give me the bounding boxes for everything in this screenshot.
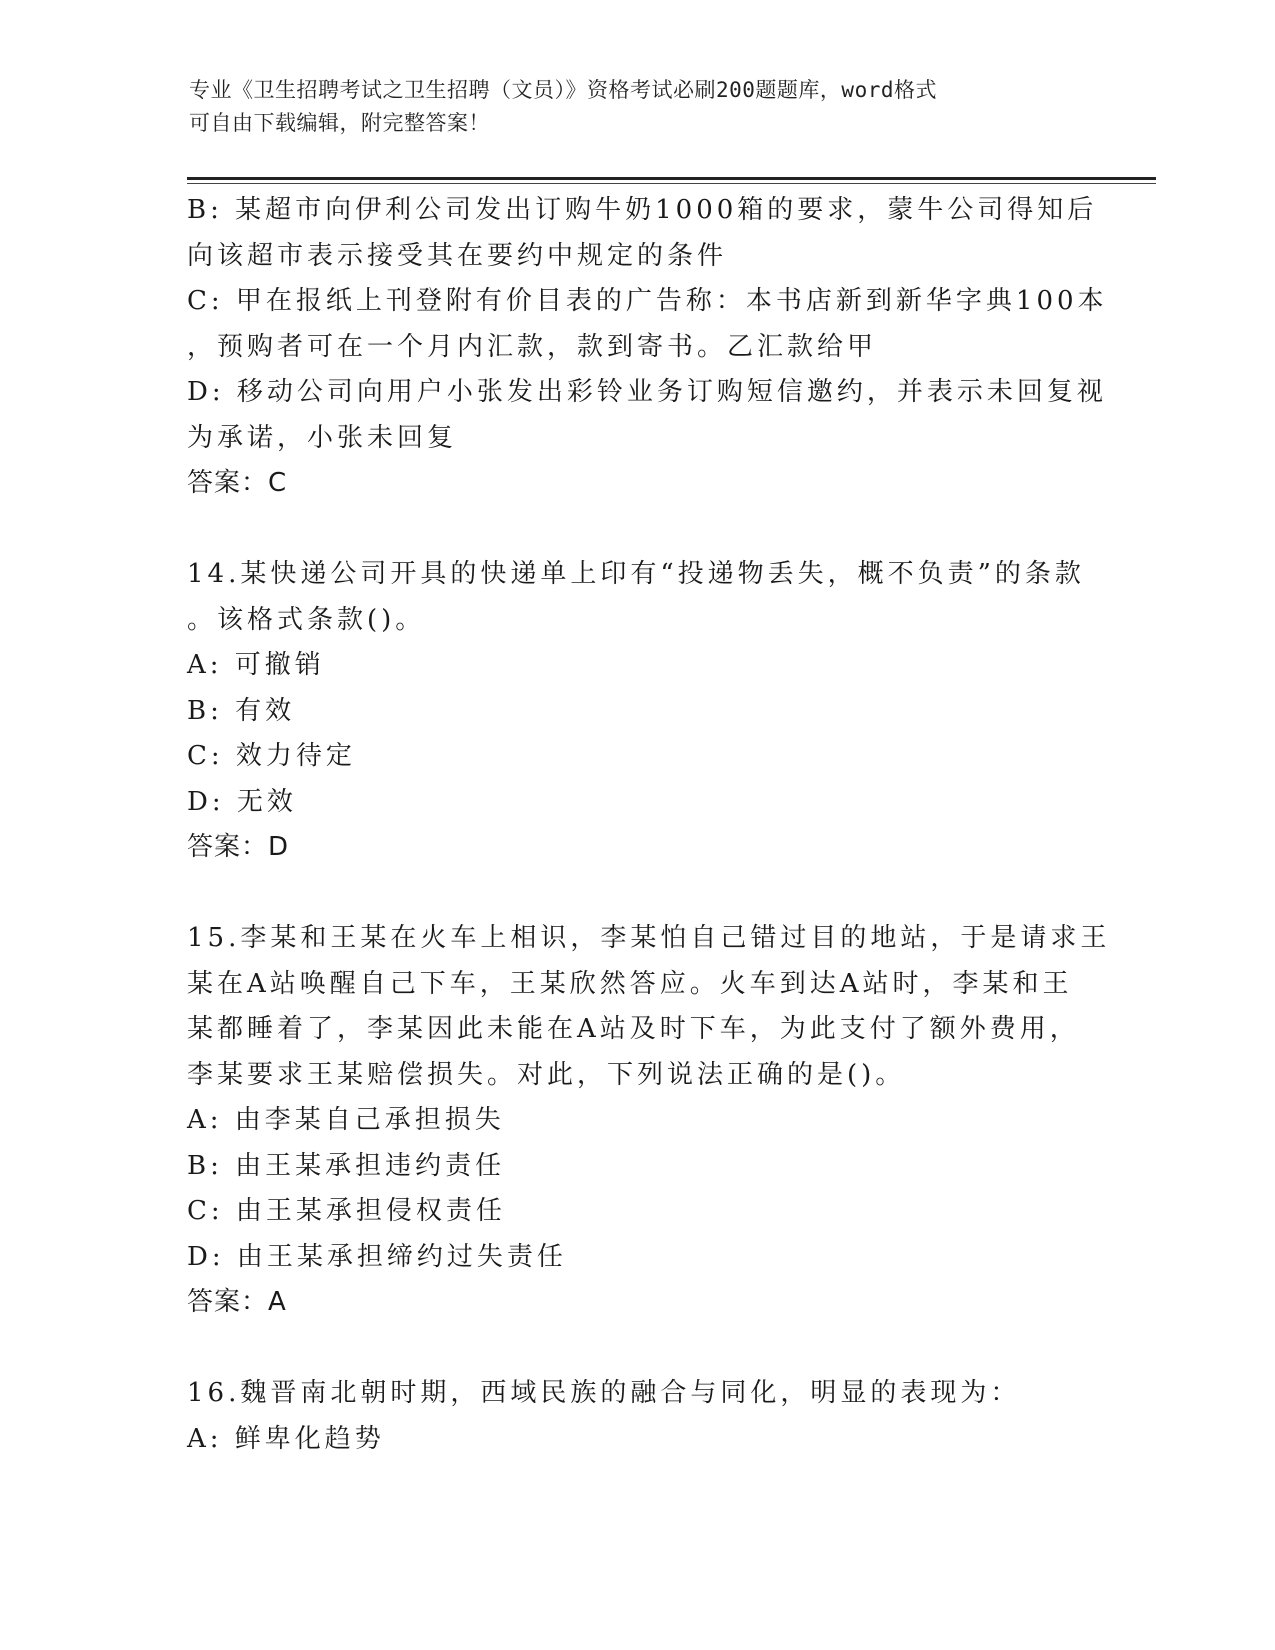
question-spacer: [187, 507, 1087, 553]
option-c: C: 效力待定: [187, 741, 356, 771]
option-d: D: 无效: [187, 786, 297, 817]
option-c: C: 由王某承担侵权责任: [187, 1196, 506, 1226]
option-d-line-2: 为承诺，小张未回复: [187, 422, 458, 453]
header-line-1: 专业《卫生招聘考试之卫生招聘（文员）》资格考试必刷200题题库，word格式: [189, 78, 937, 102]
question-stem-line-2: 。该格式条款()。: [187, 604, 426, 635]
question-14: [187, 552, 1087, 871]
option-b: B: 有效: [187, 695, 296, 726]
answer-line: 答案：D: [187, 832, 290, 862]
answer-line: 答案：A: [187, 1287, 287, 1317]
question-stem-line-1: 15.李某和王某在火车上相识，李某怕自己错过目的地站，于是请求王: [187, 923, 1111, 953]
option-b-line-2: 向该超市表示接受其在要约中规定的条件: [187, 240, 728, 271]
option-c-line-2: ，预购者可在一个月内汇款，款到寄书。乙汇款给甲: [187, 331, 878, 362]
question-16: [187, 1371, 1087, 1462]
question-stem-line-4: 李某要求王某赔偿损失。对此，下列说法正确的是()。: [187, 1059, 906, 1090]
question-15: [187, 916, 1111, 1326]
document-body: [187, 188, 1111, 1462]
question-stem-line-3: 某都睡着了，李某因此未能在A站及时下车，为此支付了额外费用，: [187, 1014, 1080, 1044]
question-spacer: [187, 871, 1087, 917]
header-rule-thick: [187, 177, 1156, 180]
option-b: B: 由王某承担违约责任: [187, 1150, 506, 1181]
option-b-line-1: B: 某超市向伊利公司发出订购牛奶1000箱的要求，蒙牛公司得知后: [187, 195, 1098, 225]
question-spacer: [187, 1326, 1087, 1372]
question-stem-line-1: 14.某快递公司开具的快递单上印有“投递物丢失，概不负责”的条款: [187, 559, 1085, 589]
header-line-2: 可自由下载编辑，附完整答案！: [189, 111, 490, 135]
option-a: A: 可撤销: [187, 650, 325, 680]
option-d: D: 由王某承担缔约过失责任: [187, 1241, 567, 1272]
question-stem-line-1: 16.魏晋南北朝时期，西域民族的融合与同化，明显的表现为：: [187, 1378, 1021, 1408]
option-d-line-1: D: 移动公司向用户小张发出彩铃业务订购短信邀约，并表示未回复视: [187, 377, 1107, 407]
document-header: [189, 74, 1069, 140]
question-13-continued: [187, 188, 1108, 507]
question-stem-line-2: 某在A站唤醒自己下车，王某欣然答应。火车到达A站时，李某和王: [187, 968, 1073, 999]
answer-line: 答案：C: [187, 468, 288, 498]
option-a: A: 由李某自己承担损失: [187, 1105, 505, 1135]
option-c-line-1: C: 甲在报纸上刊登附有价目表的广告称：本书店新到新华字典100本: [187, 286, 1108, 316]
option-a: A: 鲜卑化趋势: [187, 1423, 385, 1454]
header-rule-thin: [187, 183, 1156, 184]
